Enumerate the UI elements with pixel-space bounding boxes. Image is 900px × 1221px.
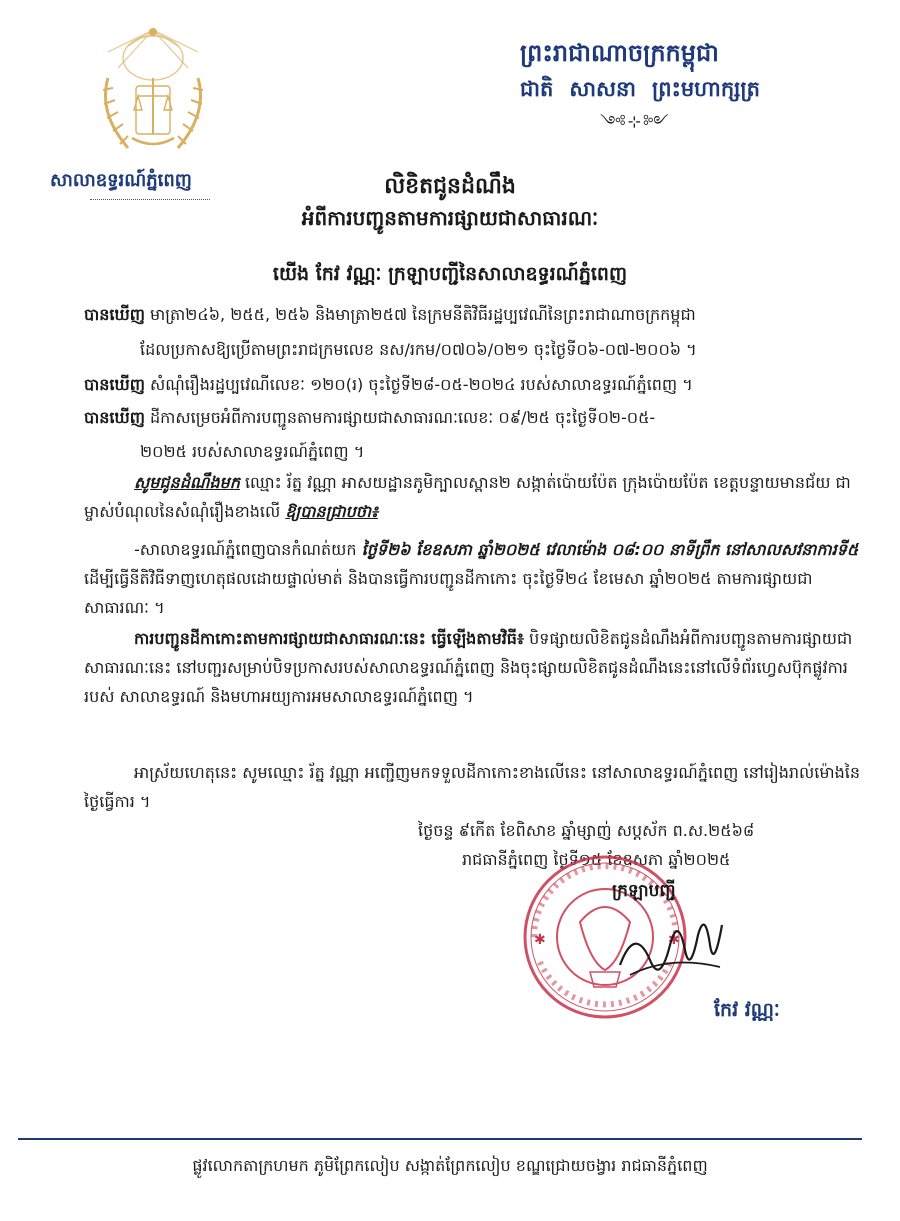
paragraph-seen-articles-cont: ដែលប្រកាសឱ្យប្រើតាមព្រះរាជក្រមលេខ នស/រកម/០៧០៦/០២១ ចុះថ្ងៃទី០៦-០៧-២០០៦ ។ [140, 340, 697, 359]
motto-nation: ជាតិ [520, 77, 554, 101]
seen-label: បានឃើញ [84, 305, 145, 324]
paragraph-seen-articles [84, 300, 864, 329]
seen-articles-text: មាត្រា២៤៦, ២៥៥, ២៥៦ និងមាត្រា២៥៧ នៃក្រមនីតិវិធីរដ្ឋប្បវេណីនៃព្រះរាជាណាចក្រកម្ពុជា [144, 305, 696, 324]
court-emblem [88, 18, 218, 163]
seen-label: បានឃើញ [84, 408, 145, 427]
notify-label: សូមជូនដំណឹងមក [134, 473, 240, 492]
notify-text: ឈ្មោះ រ័ត្ន វណ្ណា អាសយដ្ឋានភូមិក្បាលស្ពាន២ សង្កាត់ប៉ោយប៉ែត ក្រុងប៉ោយប៉ែត ខេត្តបន្ទាយមានជ័យ ជាម្ចាស់បំណុលនៃសំណុំរឿងខាងលើ [84, 473, 851, 521]
hearing-pre: -សាលាឧទ្ធរណ៍ភ្នំពេញបានកំណត់យក [134, 540, 362, 559]
motto-king: ព្រះមហាក្សត្រ [652, 77, 760, 101]
svg-text:✱: ✱ [668, 932, 680, 948]
seen-decision-text: ដីកាសម្រេចអំពីការបញ្ជូនតាមការផ្សាយជាសាធារណៈលេខៈ ០៩/២៥ ចុះថ្ងៃទី០២-០៥- [144, 408, 656, 427]
handwritten-signature [610, 905, 730, 995]
ornament-divider: ༺⊹༻ [600, 112, 671, 131]
signer-name: កែវ វណ្ណៈ [714, 999, 780, 1021]
court-name: សាលាឧទ្ធរណ៍ភ្នំពេញ [50, 170, 192, 191]
motto-religion: សាសនា [569, 77, 636, 101]
footer-divider [18, 1138, 862, 1140]
paragraph-seen-case [84, 370, 864, 399]
svg-text:✱: ✱ [534, 932, 546, 948]
kingdom-heading: ព្រះរាជាណាចក្រកម្ពុជា [520, 39, 719, 67]
footer-address: ផ្លូវលោកតាក្រហមក ភូមិព្រែកលៀប សង្កាត់ព្រែកលៀប ខណ្ឌជ្រោយចង្វារ រាជធានីភ្នំពេញ [192, 1156, 708, 1175]
issuer-line: យើង កែវ វណ្ណៈ ក្រឡាបញ្ជីនៃសាលាឧទ្ធរណ៍ភ្នំពេញ [272, 263, 628, 285]
document-title: លិខិតជូនដំណឹង [384, 174, 516, 199]
hearing-datetime: ថ្ងៃទី២៦ ខែឧសភា ឆ្នាំ២០២៥ វេលាម៉ោង ០៨:០០ នាទីព្រឹក នៅសាលសវនាការទី៥ [361, 540, 859, 559]
paragraph-notify [84, 468, 864, 526]
paragraph-seen-decision [84, 403, 864, 432]
signer-title: ក្រឡាបញ្ជី [612, 881, 676, 901]
notify-tail: ឱ្យបានជ្រាបថា៖ [285, 502, 378, 521]
document-subtitle: អំពីការបញ្ជូនតាមការផ្សាយជាសាធារណៈ [301, 206, 599, 230]
method-label: ការបញ្ជូនដីកាកោះតាមការផ្សាយជាសាធារណៈនេះ ធ្វើឡើងតាមវិធី៖ [134, 629, 524, 648]
lunar-date: ថ្ងៃចន្ទ ៩កើត ខែពិសាខ ឆ្នាំម្សាញ់ សប្តស័ក ព.ស.២៥៦៨ [418, 821, 755, 840]
paragraph-method [84, 624, 864, 711]
national-motto [520, 76, 760, 107]
solar-date: រាជធានីភ្នំពេញ ថ្ងៃទី១៥ ខែឧសភា ឆ្នាំ២០២៥ [462, 850, 731, 869]
hearing-post: ដើម្បីធ្វើនីតិវិធីទាញហេតុផលដោយផ្ទាល់មាត់ និងបានធ្វើការបញ្ជូនដីកាកោះ ចុះថ្ងៃទី២៤ ខែមេសា ឆ្នាំ២០២៥ តាមការផ្សាយជាសាធារណៈ ។ [84, 569, 813, 617]
seen-label: បានឃើញ [84, 375, 145, 394]
method-text: បិទផ្សាយលិខិតជូនដំណឹងអំពីការបញ្ជូនតាមការផ្សាយជាសាធារណៈនេះ នៅបញ្ជរសម្រាប់បិទប្រកាសរបស់សាលាឧទ្ធរណ៍ភ្នំពេញ និងចុះផ្សាយលិខិតជូនដំណឹងនេះនៅលើទំព័រហ្វេសប៊ុកផ្លូវការរបស់ សាលាឧទ្ធរណ៍ និងមហាអយ្យការអមសាលាឧទ្ធរណ៍ភ្នំពេញ ។ [84, 629, 853, 706]
paragraph-hearing [84, 535, 864, 622]
seen-case-text: សំណុំរឿងរដ្ឋប្បវេណីលេខៈ ១២០(រ) ចុះថ្ងៃទី២៨-០៥-២០២៤ របស់សាលាឧទ្ធរណ៍ភ្នំពេញ ។ [144, 375, 693, 394]
paragraph-conclusion: អាស្រ័យហេតុនេះ សូមឈ្មោះ រ័ត្ន វណ្ណា អញ្ជើញមកទទួលដីកាកោះខាងលើនេះ នៅសាលាឧទ្ធរណ៍ភ្នំពេញ នៅរៀងរាល់ម៉ោងនៃថ្ងៃធ្វើការ ។ [84, 763, 860, 811]
paragraph-seen-decision-cont: ២០២៥ របស់សាលាឧទ្ធរណ៍ភ្នំពេញ ។ [140, 442, 365, 461]
